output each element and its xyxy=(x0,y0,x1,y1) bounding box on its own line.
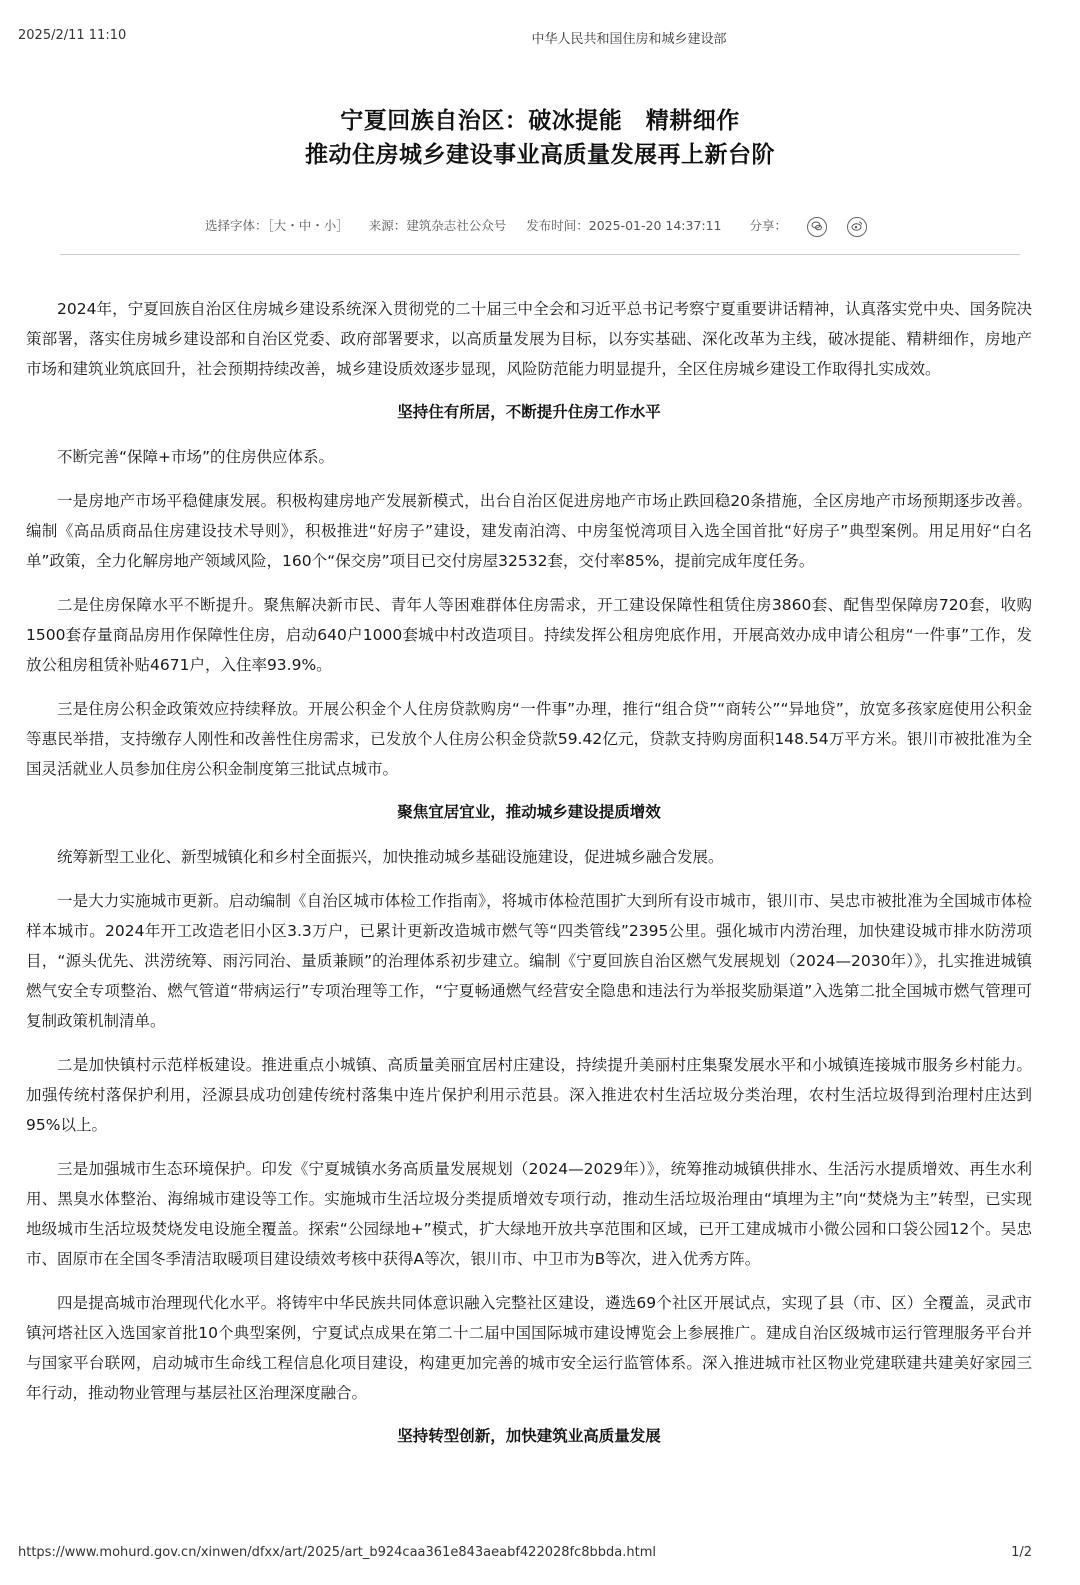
print-header xyxy=(18,28,1040,48)
article-source: 来源：建筑杂志社公众号 xyxy=(368,218,507,233)
print-footer xyxy=(18,1545,1032,1565)
paragraph: 二是住房保障水平不断提升。聚焦解决新市民、青年人等困难群体住房需求，开工建设保障性租赁住房3860套、配售型保障房720套，收购1500套存量商品房用作保障性住房，启动640户1000套城中村改造项目。持续发挥公租房兜底作用，开展高效办成申请公租房“一件事”工作，发放公租房租赁补贴4671户，入住率93.9%。 xyxy=(26,596,1032,674)
wechat-icon[interactable] xyxy=(807,217,827,237)
article-published-time: 发布时间：2025-01-20 14:37:11 xyxy=(526,218,722,233)
print-datetime: 2025/2/11 11:10 xyxy=(18,28,127,43)
article-body xyxy=(26,294,1032,1466)
paragraph: 一是房地产市场平稳健康发展。积极构建房地产发展新模式，出台自治区促进房地产市场止跌回稳20条措施，全区房地产市场预期逐步改善。编制《高品质商品住房建设技术导则》，积极推进“好房子”建设，建发南泊湾、中房玺悦湾项目入选全国首批“好房子”典型案例。用足用好“白名单”政策，全力化解房地产领域风险，160个“保交房”项目已交付房屋32532套，交付率85%，提前完成年度任务。 xyxy=(26,492,1032,570)
paragraph: 不断完善“保障+市场”的住房供应体系。 xyxy=(57,448,335,466)
paragraph: 三是住房公积金政策效应持续释放。开展公积金个人住房贷款购房“一件事”办理，推行“组合贷”“商转公”“异地贷”，放宽多孩家庭使用公积金等惠民举措，支持缴存人刚性和改善性住房需求，已发放个人住房公积金贷款59.42亿元，贷款支持购房面积148.54万平方米。银川市被批准为全国灵活就业人员参加住房公积金制度第三批试点城市。 xyxy=(26,700,1032,778)
page-url[interactable]: https://www.mohurd.gov.cn/xinwen/dfxx/art/2025/art_b924caa361e843aeabf422028fc8bbda.html xyxy=(18,1545,656,1560)
print-site-name: 中华人民共和国住房和城乡建设部 xyxy=(531,32,727,47)
paragraph: 四是提高城市治理现代化水平。将铸牢中华民族共同体意识融入完整社区建设，遴选69个社区开展试点，实现了县（市、区）全覆盖，灵武市镇河塔社区入选国家首批10个典型案例，宁夏试点成果在第二十二届中国国际城市建设博览会上参展推广。建成自治区级城市运行管理服务平台并与国家平台联网，启动城市生命线工程信息化项目建设，构建更加完善的城市安全运行监管体系。深入推进城市社区物业党建联建共建美好家园三年行动，推动物业管理与基层社区治理深度融合。 xyxy=(26,1294,1032,1402)
section-heading: 坚持住有所居，不断提升住房工作水平 xyxy=(397,403,661,421)
section-heading: 坚持转型创新，加快建筑业高质量发展 xyxy=(397,1427,661,1445)
meta-divider xyxy=(60,254,1020,255)
paragraph: 2024年，宁夏回族自治区住房城乡建设系统深入贯彻党的二十届三中全会和习近平总书记考察宁夏重要讲话精神，认真落实党中央、国务院决策部署，落实住房城乡建设部和自治区党委、政府部署要求，以高质量发展为目标，以夯实基础、深化改革为主线，破冰提能、精耕细作，房地产市场和建筑业筑底回升，社会预期持续改善，城乡建设质效逐步显现，风险防范能力明显提升，全区住房城乡建设工作取得扎实成效。 xyxy=(26,300,1032,378)
weibo-icon[interactable] xyxy=(847,217,867,237)
font-size-selector[interactable]: 选择字体：［大・中・小］ xyxy=(205,218,349,233)
share-group xyxy=(742,218,875,233)
paragraph: 一是大力实施城市更新。启动编制《自治区城市体检工作指南》，将城市体检范围扩大到所有设市城市，银川市、吴忠市被批准为全国城市体检样本城市。2024年开工改造老旧小区3.3万户，已累计更新改造城市燃气等“四类管线”2395公里。强化城市内涝治理，加快建设城市排水防涝项目，“源头优先、洪涝统筹、雨污同治、量质兼顾”的治理体系初步建立。编制《宁夏回族自治区燃气发展规划（2024—2030年）》，扎实推进城镇燃气安全专项整治、燃气管道“带病运行”专项治理等工作，“宁夏畅通燃气经营安全隐患和违法行为举报奖励渠道”入选第二批全国城市燃气管理可复制政策机制清单。 xyxy=(26,892,1032,1030)
share-label: 分享： xyxy=(749,218,788,233)
section-heading: 聚焦宜居宜业，推动城乡建设提质增效 xyxy=(397,803,661,821)
title-line-1: 宁夏回族自治区：破冰提能 精耕细作 xyxy=(340,108,740,134)
title-line-2: 推动住房城乡建设事业高质量发展再上新台阶 xyxy=(305,142,775,168)
article-title xyxy=(0,104,1080,172)
paragraph: 统筹新型工业化、新型城镇化和乡村全面振兴，加快推动城乡基础设施建设，促进城乡融合发展。 xyxy=(57,848,724,866)
paragraph: 三是加强城市生态环境保护。印发《宁夏城镇水务高质量发展规划（2024—2029年）》，统筹推动城镇供排水、生活污水提质增效、再生水利用、黑臭水体整治、海绵城市建设等工作。实施城市生活垃圾分类提质增效专项行动，推动生活垃圾治理由“填埋为主”向“焚烧为主”转型，已实现地级城市生活垃圾焚烧发电设施全覆盖。探索“公园绿地+”模式，扩大绿地开放共享范围和区域，已开工建成城市小微公园和口袋公园12个。吴忠市、固原市在全国冬季清洁取暖项目建设绩效考核中获得A等次，银川市、中卫市为B等次，进入优秀方阵。 xyxy=(26,1160,1032,1268)
page-number: 1/2 xyxy=(1011,1545,1032,1560)
article-meta xyxy=(0,216,1080,237)
paragraph: 二是加快镇村示范样板建设。推进重点小城镇、高质量美丽宜居村庄建设，持续提升美丽村庄集聚发展水平和小城镇连接城市服务乡村能力。加强传统村落保护利用，泾源县成功创建传统村落集中连片保护利用示范县。深入推进农村生活垃圾分类治理，农村生活垃圾得到治理村庄达到95%以上。 xyxy=(26,1056,1032,1134)
